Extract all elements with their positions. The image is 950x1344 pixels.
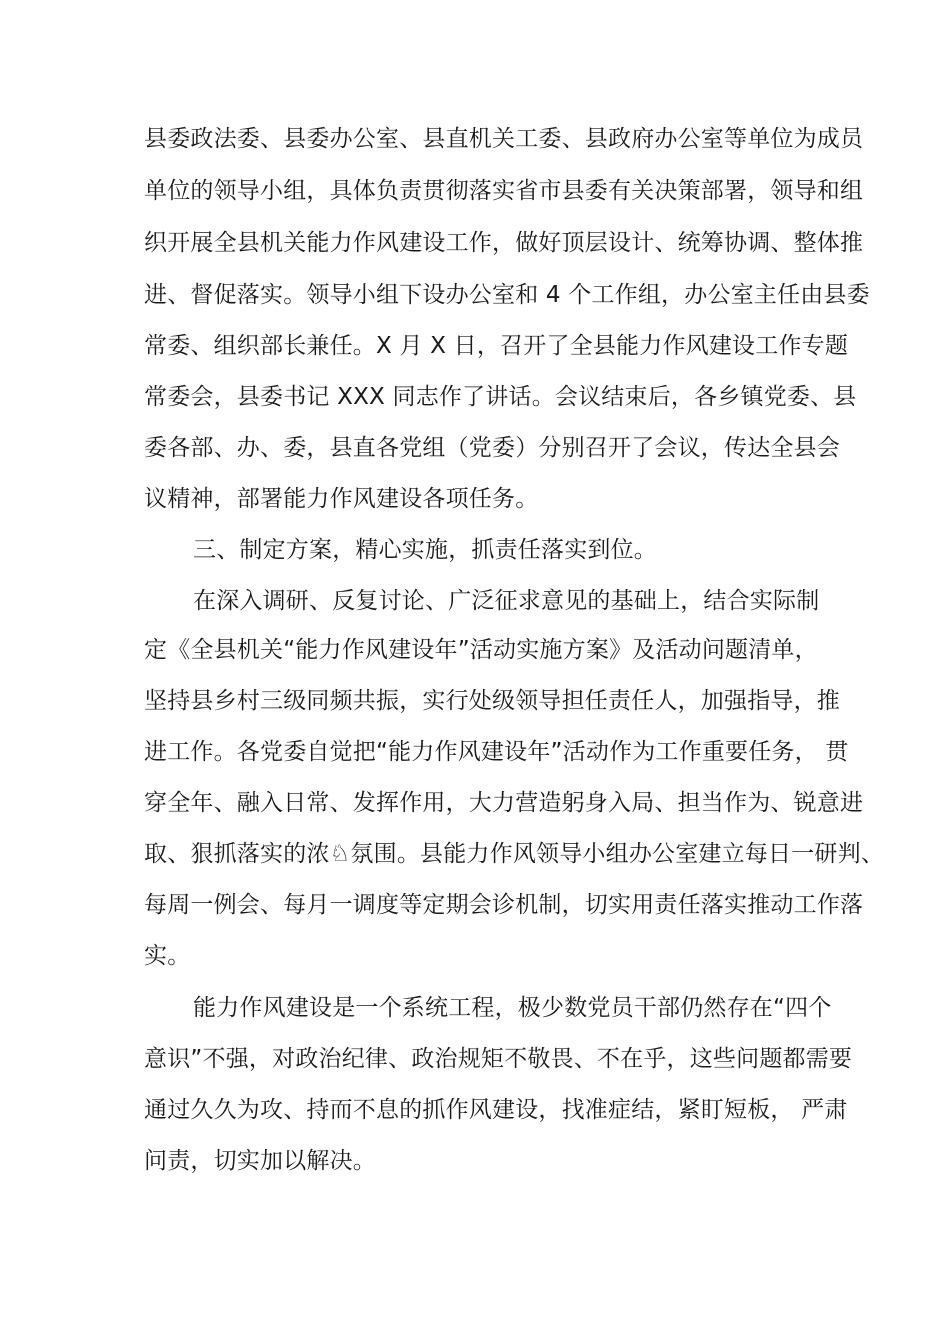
text-line: 织开展全县机关能力作风建设工作，做好顶层设计、统筹协调、整体推 xyxy=(144,230,864,256)
text-line: 进、督促落实。领导小组下设办公室和 4 个工作组，办公室主任由县委 xyxy=(144,282,870,308)
text-line: 问责，切实加以解决。 xyxy=(144,1148,376,1174)
text-line: 常委、组织部长兼任。X 月 X 日，召开了全县能力作风建设工作专题 xyxy=(144,333,849,359)
text-line: 县委政法委、县委办公室、县直机关工委、县政府办公室等单位为成员 xyxy=(144,126,864,152)
text-line: 进工作。各党委自觉把“能力作风建设年”活动作为工作重要任务， 贯 xyxy=(144,739,849,765)
text-line: 意识”不强，对政治纪律、政治规矩不敬畏、不在乎，这些问题都需要 xyxy=(144,1046,853,1072)
text-line: 在深入调研、反复讨论、广泛征求意见的基础上，结合实际制 xyxy=(193,588,820,614)
text-line: 每周一例会、每月一调度等定期会诊机制，切实用责任落实推动工作落 xyxy=(144,892,864,918)
section-heading: 三、制定方案，精心实施，抓责任落实到位。 xyxy=(193,537,657,563)
text-line: 委各部、办、委，县直各党组（党委）分别召开了会议，传达全县会 xyxy=(144,435,840,461)
text-line: 常委会，县委书记 XXX 同志作了讲话。会议结束后，各乡镇党委、县 xyxy=(144,384,857,410)
text-line: 取、狠抓落实的浓♘氛围。县能力作风领导小组办公室建立每日一研判、 xyxy=(144,841,885,867)
text-line: 单位的领导小组，具体负责贯彻落实省市县委有关决策部署，领导和组 xyxy=(144,178,864,204)
text-line: 穿全年、融入日常、发挥作用，大力营造躬身入局、担当作为、锐意进 xyxy=(144,790,864,816)
text-line: 通过久久为攻、持而不息的抓作风建设，找准症结，紧盯短板， 严肃 xyxy=(144,1097,848,1123)
text-line: 议精神，部署能力作风建设各项任务。 xyxy=(144,486,539,512)
text-line: 坚持县乡村三级同频共振，实行处级领导担任责任人，加强指导，推 xyxy=(144,688,840,714)
text-line: 定《全县机关“能力作风建设年”活动实施方案》及活动问题清单， xyxy=(144,637,818,663)
text-line: 实。 xyxy=(144,943,191,969)
text-line: 能力作风建设是一个系统工程，极少数党员干部仍然存在“四个 xyxy=(193,995,832,1021)
